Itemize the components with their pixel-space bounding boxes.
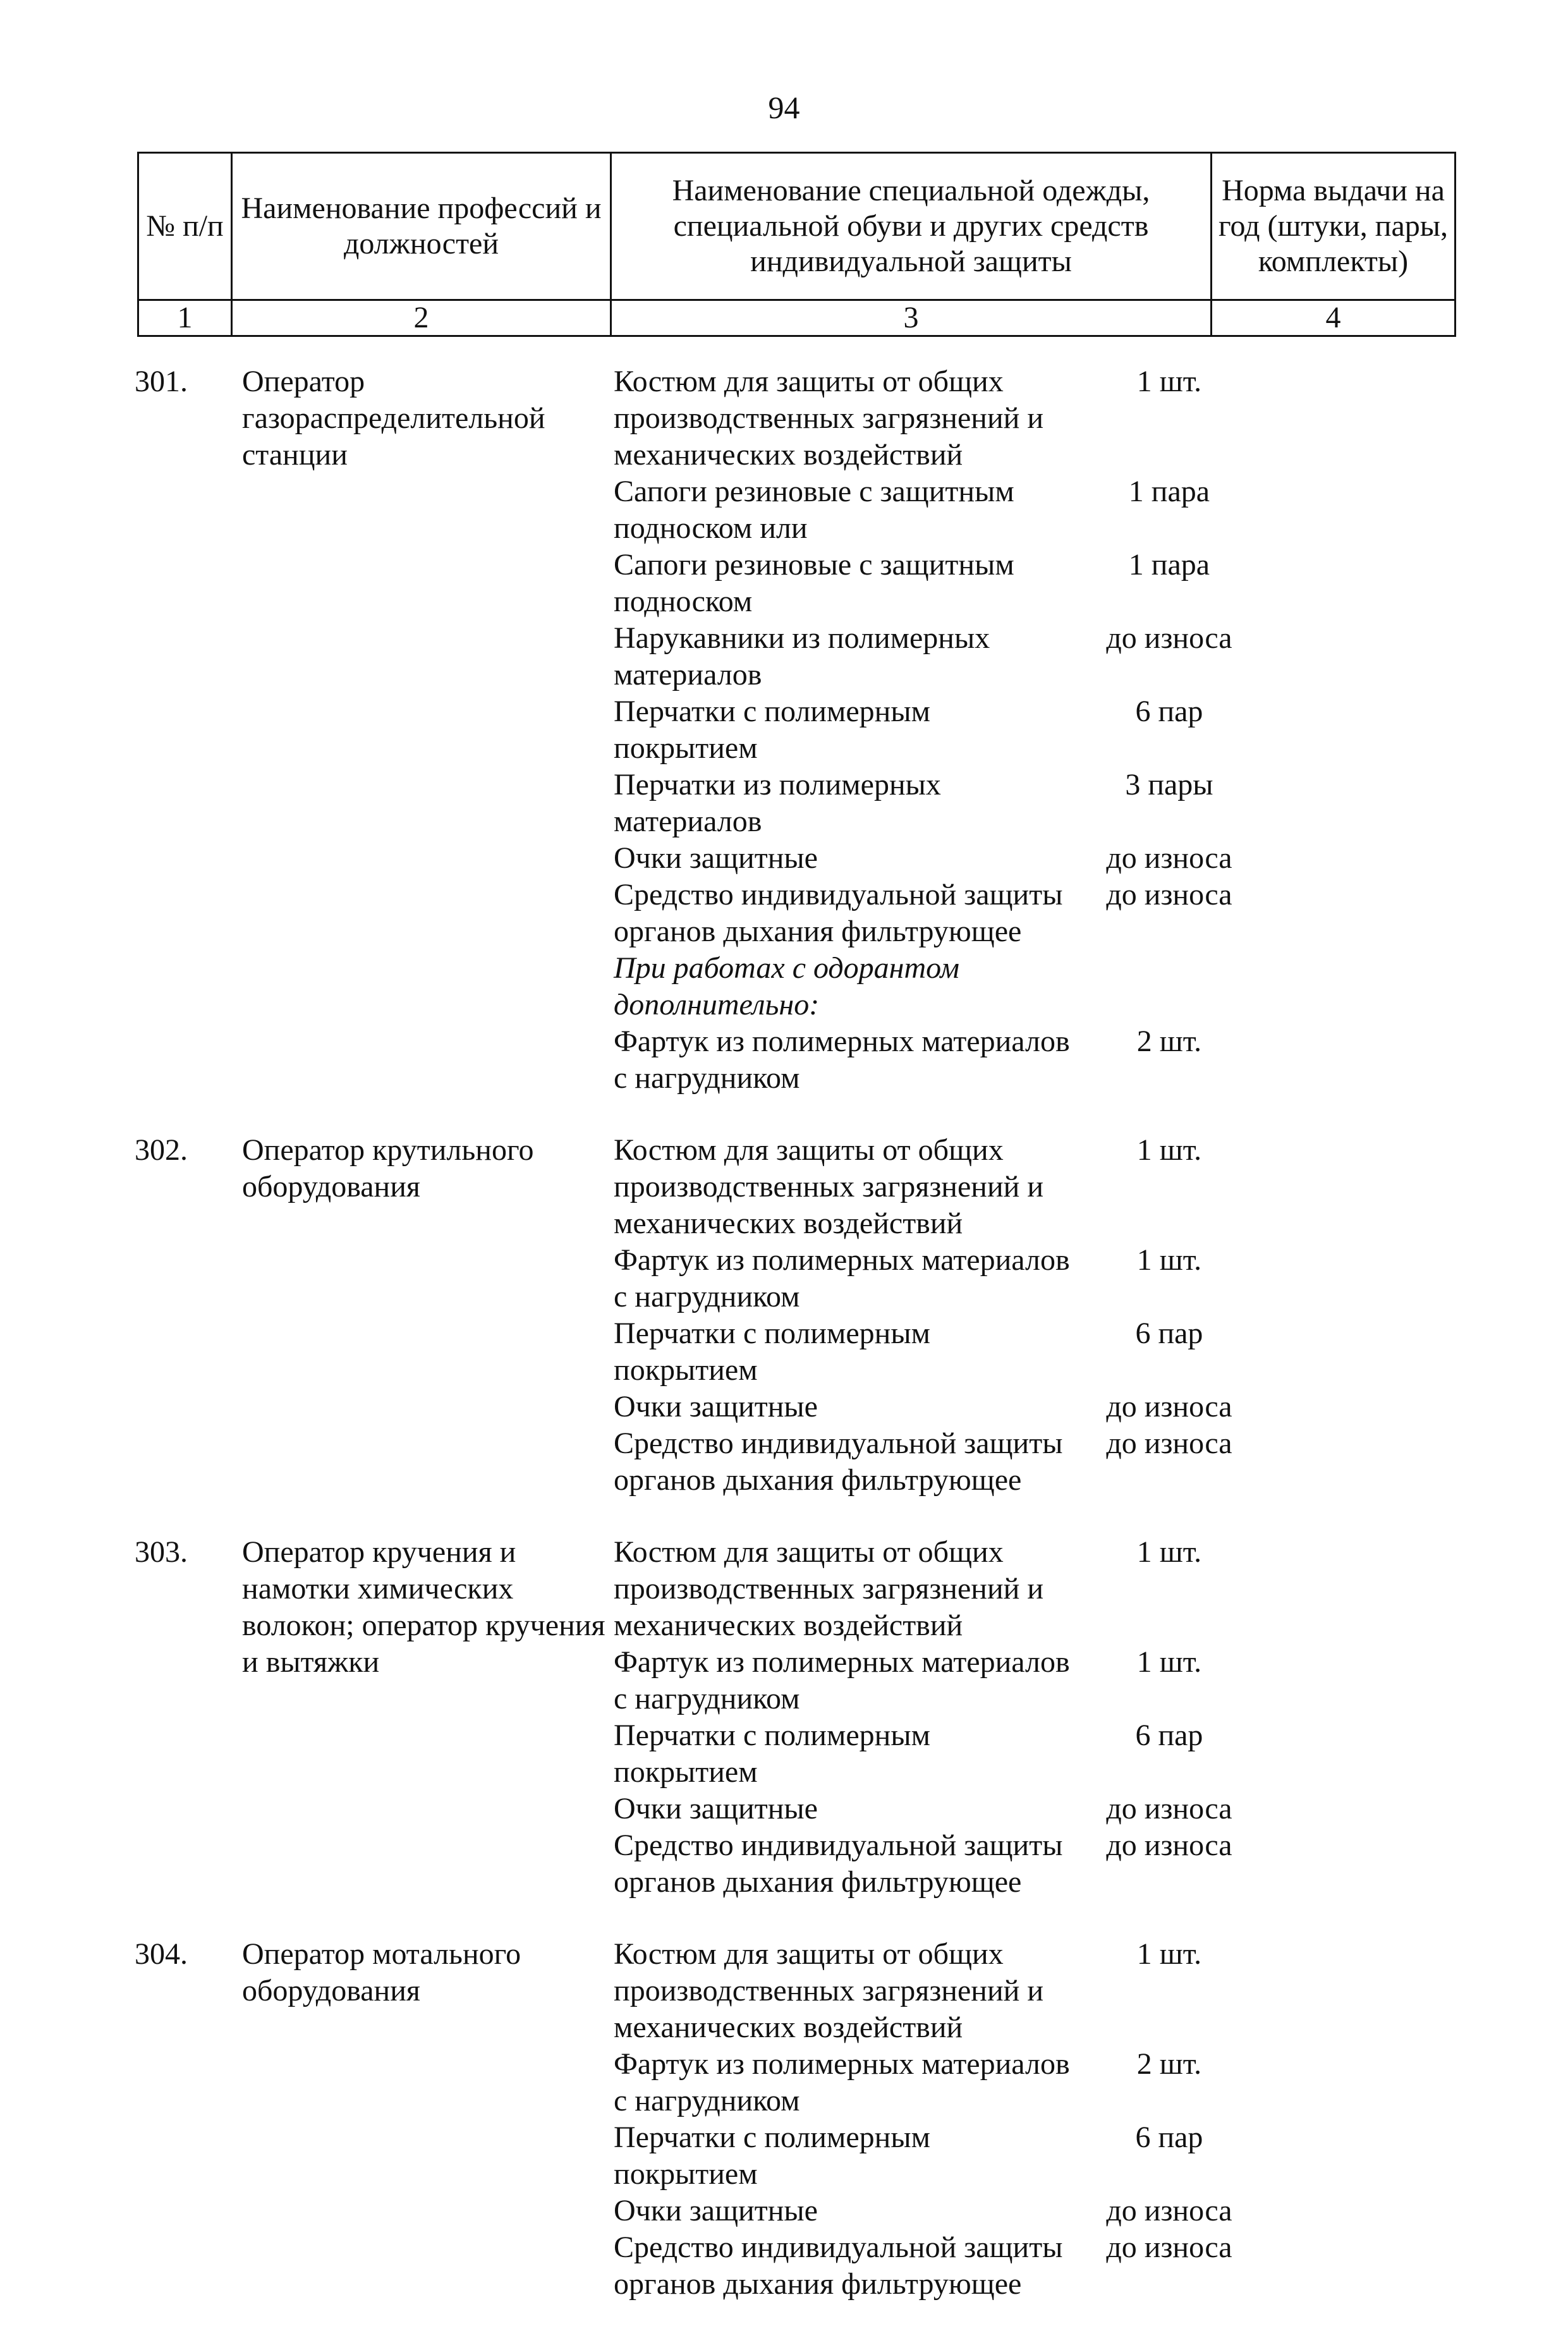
- item-norm: 6 пар: [1135, 1719, 1203, 1752]
- entry-number: 304.: [135, 1937, 188, 1971]
- entry-number: 302.: [135, 1133, 188, 1167]
- header-col-equipment: Наименование специальной одежды, специальной обуви и других средств индивидуальной защиты: [611, 153, 1212, 300]
- equipment-item: [614, 1389, 1258, 1425]
- item-name: Перчатки с полимерным покрытием: [614, 1317, 930, 1387]
- entry-items: [614, 1132, 1258, 1499]
- header-num-3: 3: [611, 300, 1212, 336]
- equipment-item: [614, 1315, 1258, 1389]
- item-name: Нарукавники из полимерных материалов: [614, 621, 990, 691]
- item-name: Костюм для защиты от общих производственных загрязнений и механических воздействий: [614, 1133, 1044, 1240]
- item-name: Очки защитные: [614, 841, 818, 875]
- entry-number: 301.: [135, 365, 188, 398]
- item-norm: 6 пар: [1135, 2121, 1203, 2154]
- item-name: Очки защитные: [614, 1792, 818, 1825]
- item-norm: до износа: [1106, 841, 1232, 875]
- equipment-item: [614, 1936, 1258, 2046]
- page-number: 94: [768, 90, 800, 125]
- item-name: Костюм для защиты от общих производственных загрязнений и механических воздействий: [614, 1937, 1044, 2044]
- header-num-2: 2: [232, 300, 611, 336]
- equipment-item: [614, 547, 1258, 620]
- item-name: Средство индивидуальной защиты органов дыхания фильтрующее: [614, 1829, 1063, 1899]
- item-norm: 2 шт.: [1136, 1025, 1202, 1058]
- entry-profession: Оператор крутильного оборудования: [242, 1133, 534, 1203]
- equipment-item: [614, 1023, 1258, 1097]
- item-name: Средство индивидуальной защиты органов дыхания фильтрующее: [614, 2231, 1063, 2301]
- equipment-item: [614, 2193, 1258, 2229]
- entry-profession: Оператор мотального оборудования: [242, 1937, 521, 2007]
- equipment-item: [614, 2046, 1258, 2119]
- item-norm: до износа: [1106, 2231, 1232, 2264]
- equipment-item: [614, 1644, 1258, 1717]
- item-name: Фартук из полимерных материалов с нагрудником: [614, 1025, 1070, 1095]
- item-norm: 6 пар: [1135, 1317, 1203, 1350]
- item-norm: до износа: [1106, 1390, 1232, 1423]
- item-name: Очки защитные: [614, 1390, 818, 1423]
- equipment-item: [614, 1827, 1258, 1901]
- entry: [0, 1132, 1568, 1499]
- entry-row: [0, 1936, 1568, 2303]
- header-num-1: 1: [138, 300, 232, 336]
- item-name: Средство индивидуальной защиты органов дыхания фильтрующее: [614, 878, 1063, 948]
- equipment-item: [614, 1242, 1258, 1315]
- entry-items: [614, 1936, 1258, 2303]
- header-col-profession: Наименование профессий и должностей: [232, 153, 611, 300]
- item-name: Фартук из полимерных материалов с нагрудником: [614, 2047, 1070, 2117]
- item-name: Сапоги резиновые с защитным подноском или: [614, 475, 1014, 545]
- table-header: [137, 152, 1456, 337]
- equipment-item: [614, 1717, 1258, 1791]
- header-col-number: № п/п: [138, 153, 232, 300]
- entry-profession: Оператор газораспределительной станции: [242, 365, 545, 472]
- equipment-item: [614, 767, 1258, 840]
- item-norm: 3 пары: [1125, 768, 1213, 801]
- item-norm: 1 шт.: [1136, 1133, 1202, 1167]
- entry: [0, 1936, 1568, 2303]
- item-name: Перчатки с полимерным покрытием: [614, 1719, 930, 1789]
- equipment-item: [614, 2119, 1258, 2193]
- item-norm: 6 пар: [1135, 695, 1203, 728]
- equipment-item: [614, 1132, 1258, 1242]
- equipment-item: [614, 693, 1258, 767]
- equipment-item: [614, 363, 1258, 473]
- entry-row: [0, 1132, 1568, 1499]
- entry-row: [0, 363, 1568, 1097]
- entries-list: [0, 363, 1568, 2338]
- item-norm: 1 шт.: [1136, 1243, 1202, 1277]
- equipment-item: [614, 473, 1258, 547]
- equipment-item: [614, 950, 1258, 1023]
- item-norm: 1 шт.: [1136, 1645, 1202, 1679]
- equipment-item: [614, 620, 1258, 693]
- item-name: Костюм для защиты от общих производственных загрязнений и механических воздействий: [614, 365, 1044, 472]
- item-name: Перчатки с полимерным покрытием: [614, 695, 930, 765]
- equipment-item: [614, 1425, 1258, 1499]
- item-norm: до износа: [1106, 2194, 1232, 2227]
- equipment-item: [614, 1534, 1258, 1644]
- item-norm: 1 шт.: [1136, 1535, 1202, 1569]
- item-name: Костюм для защиты от общих производственных загрязнений и механических воздействий: [614, 1535, 1044, 1642]
- item-name: Сапоги резиновые с защитным подноском: [614, 548, 1014, 618]
- equipment-item: [614, 2229, 1258, 2303]
- item-name: Средство индивидуальной защиты органов дыхания фильтрующее: [614, 1427, 1063, 1497]
- equipment-item: [614, 1791, 1258, 1827]
- entry-items: [614, 1534, 1258, 1901]
- item-name: Очки защитные: [614, 2194, 818, 2227]
- item-norm: 2 шт.: [1136, 2047, 1202, 2081]
- item-name: Перчатки с полимерным покрытием: [614, 2121, 930, 2191]
- entry-row: [0, 1534, 1568, 1901]
- item-name: Фартук из полимерных материалов с нагрудником: [614, 1645, 1070, 1715]
- item-norm: 1 шт.: [1136, 1937, 1202, 1971]
- entry-items: [614, 363, 1258, 1097]
- item-norm: до износа: [1106, 1829, 1232, 1862]
- item-norm: 1 пара: [1128, 548, 1210, 581]
- item-name: Перчатки из полимерных материалов: [614, 768, 941, 838]
- entry: [0, 1534, 1568, 1901]
- item-norm: до износа: [1106, 621, 1232, 655]
- item-norm: до износа: [1106, 1427, 1232, 1460]
- header-num-4: 4: [1212, 300, 1456, 336]
- header-col-norm: Норма выдачи на год (штуки, пары, комплекты): [1212, 153, 1456, 300]
- item-name: Фартук из полимерных материалов с нагрудником: [614, 1243, 1070, 1313]
- item-note: При работах с одорантом дополнительно:: [614, 951, 959, 1021]
- item-norm: 1 шт.: [1136, 365, 1202, 398]
- entry-profession: Оператор кручения и намотки химических волокон; оператор кручения и вытяжки: [242, 1535, 605, 1679]
- item-norm: до износа: [1106, 1792, 1232, 1825]
- equipment-item: [614, 877, 1258, 950]
- entry-number: 303.: [135, 1535, 188, 1569]
- item-norm: 1 пара: [1128, 475, 1210, 508]
- entry: [0, 363, 1568, 1097]
- equipment-item: [614, 840, 1258, 877]
- item-norm: до износа: [1106, 878, 1232, 911]
